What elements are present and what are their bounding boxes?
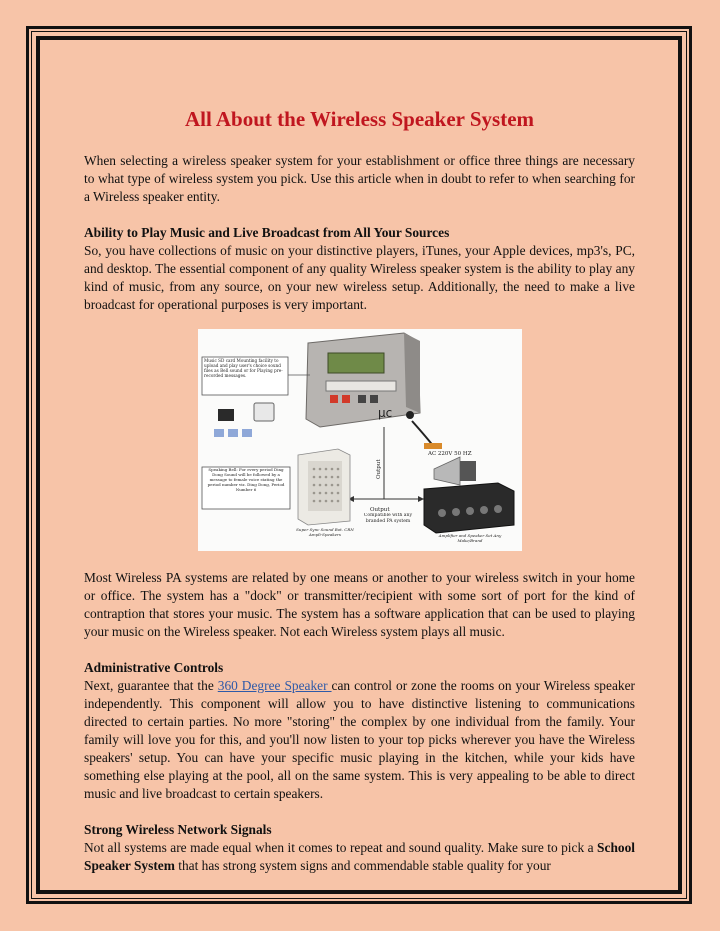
controller-unit	[306, 333, 420, 427]
sd-card-icon	[218, 409, 234, 421]
horn-speaker-icon	[434, 457, 460, 485]
system-diagram-image	[198, 329, 522, 551]
output-label: Output	[369, 507, 390, 513]
compatibility-note: Compatible with any branded PA system	[363, 513, 412, 524]
brand-logo-text: μc	[377, 406, 392, 420]
article-title: All About the Wireless Speaker System	[184, 107, 535, 131]
section-body-signals: Not all systems are made equal when it comes to repeat and sound quality. Make sure to pick a School Speaker System that has strong system signs and commendable stable quality for your	[84, 840, 635, 873]
article	[84, 107, 635, 875]
card-reader-icon	[254, 403, 274, 421]
section-body-music: So, you have collections of music on your distinctive players, iTunes, your Apple devices, mp3's, PC, and desktop. The essential component of any quality Wireless speaker system is the ability to play any kind of music, from any source, on your new wireless setup. Additionally, the need to make a live broadcast for operational purposes is very important.	[84, 243, 635, 312]
body-paragraph-pa-systems: Most Wireless PA systems are related by one means or another to your wireless switch in your home or office. The system has a "dock" or transmitter/recipient with some sort of port for the kind of contraption that stores your music. The system has a software application that can be used to playing your music on the Wireless speaker. Not each Wireless system plays all music.	[84, 570, 635, 639]
amplifier-caption: Amplifier and Speaker Set Any Make/Brand	[438, 533, 501, 543]
section-heading-signals: Strong Wireless Network Signals	[84, 822, 272, 837]
section-heading-admin: Administrative Controls	[84, 660, 224, 675]
speaking-bell-note-text: Speaking Bell: For every period Ding Dong Sound will be followed by a message to female voice stating the period number viz. Ding Dong, Period Number 6	[207, 468, 284, 492]
output-vertical-label: Output	[375, 459, 382, 479]
intro-paragraph: When selecting a wireless speaker system for your establishment or office three things are necessary to what type of wireless system you pick. Use this article when in doubt to refer to when searching for a Wireless speaker entity.	[84, 153, 635, 204]
power-label: AC 220V 50 HZ	[427, 451, 472, 457]
speaker-link[interactable]: 360 Degree Speaker	[217, 678, 332, 693]
sd-card-note-text: Music SD card Mounting facility to upload and play user's choice sound files as Bell sound or for Playing pre-recorded messages.	[203, 358, 283, 378]
speaker-caption: Super Sync Sound Bot. CRN Ampli-Speakers	[295, 527, 354, 537]
school-speaker-system-text: School Speaker System	[84, 840, 635, 873]
music-note-icon	[214, 429, 224, 437]
section-heading-music: Ability to Play Music and Live Broadcast from All Your Sources	[84, 225, 450, 240]
section-body-admin: Next, guarantee that the 360 Degree Speaker can control or zone the rooms on your Wireless speaker independently. This component will allow you to have distinctive listening to communications directed to certain parties. No more "storing" the complex by one individual from the family. Your family will love you for this, and you'll now listen to your top picks wherever you have the Wireless speakers' setup. You can have your specific music playing in the kitchen, while your kids have something else playing at the pool, all on the same system. This is very appealing to be able to direct music and live broadcast to certain speakers.	[84, 678, 635, 801]
controller-display	[328, 353, 384, 373]
